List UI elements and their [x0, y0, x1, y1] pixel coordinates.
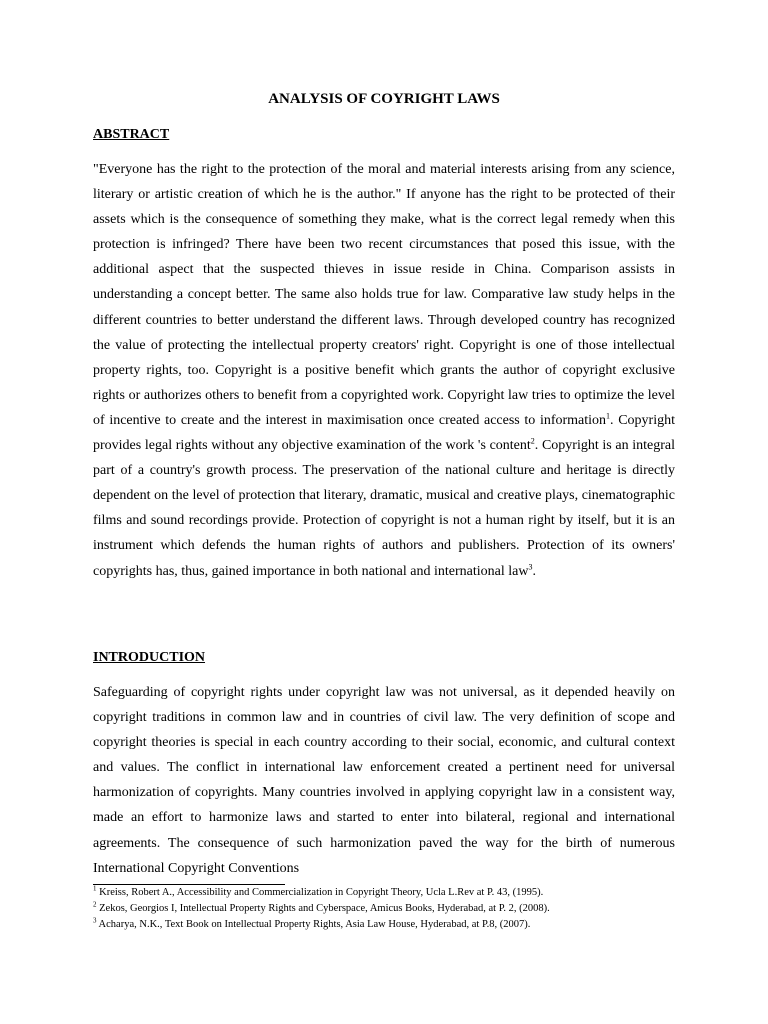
- footnote-text: Kreiss, Robert A., Accessibility and Commercialization in Copyright Theory, Ucla L.Rev at P. 43, (1995).: [96, 887, 544, 898]
- footnote-ref-2: 2: [530, 436, 535, 446]
- footnote-item: [93, 885, 675, 901]
- footnote-ref-1: 1: [606, 411, 611, 421]
- abstract-text-2: . Copyright provides legal rights without any objective examination of the work 's content: [93, 412, 675, 454]
- abstract-paragraph: [93, 157, 675, 584]
- footnote-ref-3: 3: [528, 561, 533, 571]
- document-page: [93, 0, 675, 1024]
- document-title: ANALYSIS OF COYRIGHT LAWS: [268, 91, 500, 107]
- introduction-paragraph: Safeguarding of copyright rights under copyright law was not universal, as it depended heavily on copyright traditions in common law and in countries of civil law. The very definition of scope and copyright theories is special in each country according to their social, economic, and cultural context and values. The conflict in international law enforcement created a pertinent need for universal harmonization of copyrights. Many countries involved in applying copyright law in a consistent way, made an effort to harmonize laws and started to enter into bilateral, regional and international agreements. The consequence of such harmonization paved the way for the birth of numerous International Copyright Conventions: [93, 685, 675, 876]
- footnote-number: 1: [93, 884, 97, 893]
- footnote-text: Zekos, Georgios I, Intellectual Property Rights and Cyberspace, Amicus Books, Hyderabad, at P. 2, (2008).: [96, 903, 550, 914]
- footnote-item: [93, 917, 675, 933]
- footnote-text: Acharya, N.K., Text Book on Intellectual Property Rights, Asia Law House, Hyderabad, at P.8, (2007).: [96, 919, 531, 930]
- footnote-number: 2: [93, 900, 97, 909]
- footnote-item: [93, 901, 675, 917]
- footnotes-list: [93, 885, 675, 933]
- abstract-text-3: . Copyright is an integral part of a country's growth process. The preservation of the national culture and heritage is directly dependent on the level of protection that literary, dramatic, musical and creative plays, cinematographic films and sound recordings provide. Protection of copyright is not a human right by itself, but it is an instrument which defends the human rights of authors and publishers. Protection of its owners' copyrights has, thus, gained importance in both national and international law: [93, 438, 676, 579]
- abstract-heading: ABSTRACT: [93, 127, 170, 142]
- abstract-text-4: .: [532, 563, 536, 579]
- introduction-heading: INTRODUCTION: [93, 650, 206, 665]
- abstract-text-1: "Everyone has the right to the protection of the moral and material interests arising from any science, literary or artistic creation of which he is the author." If anyone has the right to be protected of their assets which is the consequence of something they make, what is the correct legal remedy when this protection is infringed? There have been two recent circumstances that posed this issue, with the additional aspect that the suspected thieves in issue reside in China. Comparison assists in understanding a concept better. The same also holds true for law. Comparative law study helps in the different countries to better understand the different laws. Through developed country has recognized the value of protecting the intellectual property creators' right. Copyright is one of those intellectual property rights, too. Copyright is a positive benefit which grants the author of copyright exclusive rights or authorizes others to benefit from a copyrighted work. Copyright law tries to optimize the level of incentive to create and the interest in maximisation once created access to information: [93, 162, 675, 428]
- footnote-number: 3: [93, 916, 97, 925]
